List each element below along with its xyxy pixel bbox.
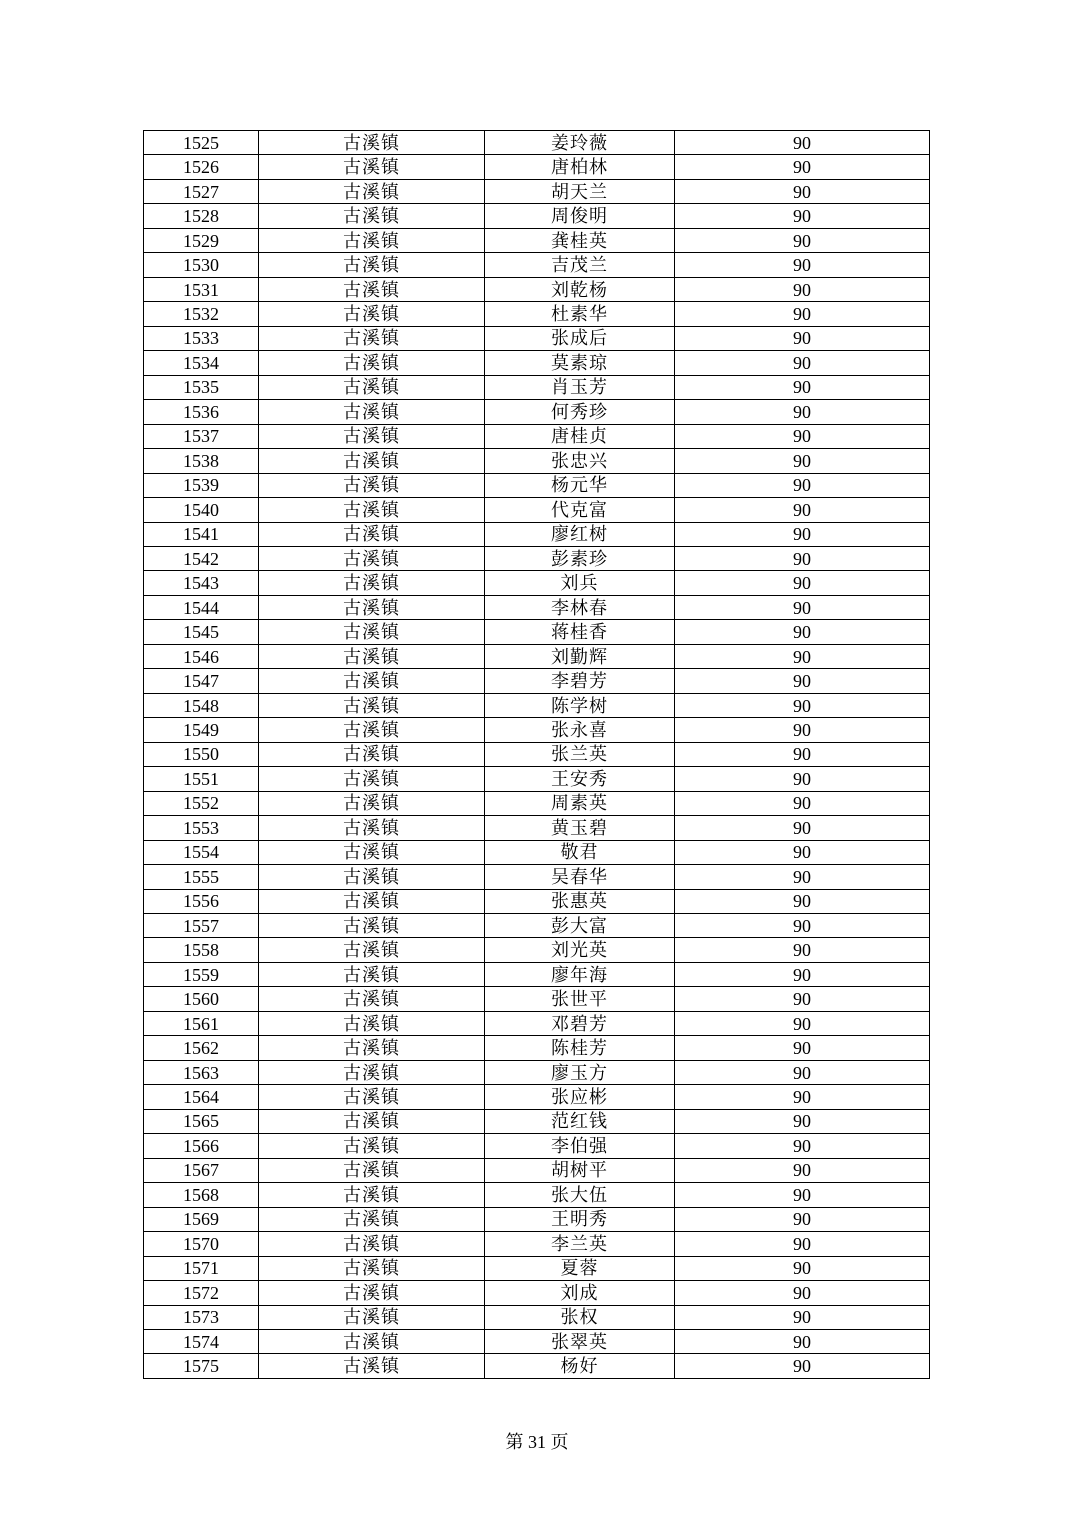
cell-town: 古溪镇: [259, 1036, 485, 1060]
cell-town: 古溪镇: [259, 1256, 485, 1280]
cell-name: 刘光英: [485, 938, 675, 962]
cell-index: 1542: [144, 546, 259, 570]
cell-name: 张兰英: [485, 742, 675, 766]
cell-index: 1563: [144, 1060, 259, 1084]
cell-score: 90: [675, 620, 930, 644]
cell-index: 1534: [144, 351, 259, 375]
table-row: [144, 1232, 930, 1256]
table-row: [144, 326, 930, 350]
cell-town: 古溪镇: [259, 302, 485, 326]
table-row: [144, 1207, 930, 1231]
cell-town: 古溪镇: [259, 351, 485, 375]
cell-name: 刘成: [485, 1281, 675, 1305]
cell-name: 肖玉芳: [485, 375, 675, 399]
cell-score: 90: [675, 1085, 930, 1109]
cell-index: 1565: [144, 1109, 259, 1133]
cell-score: 90: [675, 1354, 930, 1378]
table-row: [144, 1281, 930, 1305]
cell-index: 1557: [144, 914, 259, 938]
cell-town: 古溪镇: [259, 228, 485, 252]
cell-town: 古溪镇: [259, 767, 485, 791]
cell-town: 古溪镇: [259, 914, 485, 938]
cell-name: 敬君: [485, 840, 675, 864]
cell-name: 陈学树: [485, 693, 675, 717]
table-row: [144, 962, 930, 986]
cell-index: 1561: [144, 1011, 259, 1035]
cell-index: 1550: [144, 742, 259, 766]
cell-town: 古溪镇: [259, 1060, 485, 1084]
table-row: [144, 204, 930, 228]
cell-index: 1573: [144, 1305, 259, 1329]
cell-town: 古溪镇: [259, 1134, 485, 1158]
table-row: [144, 1183, 930, 1207]
cell-name: 刘兵: [485, 571, 675, 595]
cell-name: 王明秀: [485, 1207, 675, 1231]
cell-score: 90: [675, 791, 930, 815]
cell-name: 廖年海: [485, 962, 675, 986]
cell-town: 古溪镇: [259, 1158, 485, 1182]
cell-town: 古溪镇: [259, 816, 485, 840]
cell-town: 古溪镇: [259, 546, 485, 570]
cell-name: 张忠兴: [485, 449, 675, 473]
cell-score: 90: [675, 742, 930, 766]
table-row: [144, 424, 930, 448]
cell-town: 古溪镇: [259, 718, 485, 742]
cell-score: 90: [675, 1011, 930, 1035]
cell-town: 古溪镇: [259, 131, 485, 155]
table-row: [144, 693, 930, 717]
cell-index: 1532: [144, 302, 259, 326]
table-row: [144, 1158, 930, 1182]
cell-name: 张大伍: [485, 1183, 675, 1207]
cell-town: 古溪镇: [259, 253, 485, 277]
cell-index: 1564: [144, 1085, 259, 1109]
cell-name: 刘勤辉: [485, 644, 675, 668]
cell-score: 90: [675, 962, 930, 986]
cell-score: 90: [675, 1207, 930, 1231]
cell-index: 1539: [144, 473, 259, 497]
page-number-footer: 第 31 页: [505, 1432, 569, 1452]
table-row: [144, 1109, 930, 1133]
cell-name: 何秀珍: [485, 400, 675, 424]
cell-index: 1558: [144, 938, 259, 962]
table-row: [144, 987, 930, 1011]
cell-name: 李兰英: [485, 1232, 675, 1256]
cell-index: 1538: [144, 449, 259, 473]
table-row: [144, 595, 930, 619]
cell-name: 杜素华: [485, 302, 675, 326]
cell-index: 1575: [144, 1354, 259, 1378]
cell-index: 1536: [144, 400, 259, 424]
cell-name: 李伯强: [485, 1134, 675, 1158]
cell-score: 90: [675, 644, 930, 668]
cell-score: 90: [675, 1109, 930, 1133]
cell-town: 古溪镇: [259, 375, 485, 399]
table-row: [144, 253, 930, 277]
cell-index: 1548: [144, 693, 259, 717]
cell-name: 张权: [485, 1305, 675, 1329]
cell-index: 1552: [144, 791, 259, 815]
cell-index: 1562: [144, 1036, 259, 1060]
cell-name: 张世平: [485, 987, 675, 1011]
cell-town: 古溪镇: [259, 179, 485, 203]
cell-score: 90: [675, 595, 930, 619]
table-row: [144, 400, 930, 424]
cell-score: 90: [675, 718, 930, 742]
cell-index: 1527: [144, 179, 259, 203]
cell-score: 90: [675, 1329, 930, 1353]
cell-index: 1543: [144, 571, 259, 595]
table-row: [144, 742, 930, 766]
cell-index: 1560: [144, 987, 259, 1011]
cell-name: 吴春华: [485, 865, 675, 889]
table-row: [144, 498, 930, 522]
cell-index: 1547: [144, 669, 259, 693]
table-row: [144, 131, 930, 155]
cell-town: 古溪镇: [259, 449, 485, 473]
cell-score: 90: [675, 1183, 930, 1207]
cell-score: 90: [675, 767, 930, 791]
cell-score: 90: [675, 155, 930, 179]
data-table: [143, 130, 930, 1379]
cell-name: 唐桂贞: [485, 424, 675, 448]
cell-name: 刘乾杨: [485, 277, 675, 301]
cell-score: 90: [675, 1060, 930, 1084]
cell-score: 90: [675, 865, 930, 889]
cell-town: 古溪镇: [259, 1207, 485, 1231]
cell-name: 周素英: [485, 791, 675, 815]
cell-score: 90: [675, 179, 930, 203]
cell-score: 90: [675, 816, 930, 840]
cell-score: 90: [675, 1158, 930, 1182]
cell-town: 古溪镇: [259, 791, 485, 815]
cell-score: 90: [675, 1281, 930, 1305]
cell-name: 李林春: [485, 595, 675, 619]
cell-town: 古溪镇: [259, 962, 485, 986]
cell-score: 90: [675, 840, 930, 864]
table-row: [144, 449, 930, 473]
cell-index: 1525: [144, 131, 259, 155]
table-row: [144, 620, 930, 644]
table-row: [144, 1085, 930, 1109]
table-row: [144, 522, 930, 546]
cell-name: 杨元华: [485, 473, 675, 497]
table-row: [144, 816, 930, 840]
cell-index: 1553: [144, 816, 259, 840]
cell-name: 胡树平: [485, 1158, 675, 1182]
table-row: [144, 351, 930, 375]
cell-name: 胡天兰: [485, 179, 675, 203]
table-row: [144, 302, 930, 326]
cell-town: 古溪镇: [259, 938, 485, 962]
cell-score: 90: [675, 1036, 930, 1060]
cell-index: 1569: [144, 1207, 259, 1231]
cell-town: 古溪镇: [259, 1305, 485, 1329]
cell-town: 古溪镇: [259, 277, 485, 301]
cell-town: 古溪镇: [259, 400, 485, 424]
cell-index: 1545: [144, 620, 259, 644]
cell-score: 90: [675, 424, 930, 448]
table-row: [144, 1256, 930, 1280]
cell-town: 古溪镇: [259, 1085, 485, 1109]
cell-score: 90: [675, 938, 930, 962]
cell-score: 90: [675, 253, 930, 277]
table-row: [144, 914, 930, 938]
cell-index: 1544: [144, 595, 259, 619]
table-row: [144, 1134, 930, 1158]
cell-score: 90: [675, 326, 930, 350]
cell-index: 1568: [144, 1183, 259, 1207]
cell-score: 90: [675, 302, 930, 326]
table-row: [144, 840, 930, 864]
cell-score: 90: [675, 498, 930, 522]
cell-town: 古溪镇: [259, 473, 485, 497]
table-row: [144, 865, 930, 889]
cell-score: 90: [675, 473, 930, 497]
cell-index: 1554: [144, 840, 259, 864]
cell-town: 古溪镇: [259, 204, 485, 228]
table-row: [144, 179, 930, 203]
cell-score: 90: [675, 1305, 930, 1329]
cell-index: 1555: [144, 865, 259, 889]
cell-town: 古溪镇: [259, 742, 485, 766]
cell-score: 90: [675, 693, 930, 717]
cell-town: 古溪镇: [259, 693, 485, 717]
cell-name: 邓碧芳: [485, 1011, 675, 1035]
cell-index: 1559: [144, 962, 259, 986]
cell-index: 1566: [144, 1134, 259, 1158]
cell-index: 1541: [144, 522, 259, 546]
cell-name: 蒋桂香: [485, 620, 675, 644]
cell-name: 廖玉方: [485, 1060, 675, 1084]
cell-name: 彭素珍: [485, 546, 675, 570]
cell-town: 古溪镇: [259, 1109, 485, 1133]
cell-index: 1570: [144, 1232, 259, 1256]
cell-index: 1529: [144, 228, 259, 252]
cell-town: 古溪镇: [259, 522, 485, 546]
table-row: [144, 228, 930, 252]
table-row: [144, 155, 930, 179]
cell-index: 1540: [144, 498, 259, 522]
table-row: [144, 669, 930, 693]
cell-name: 杨好: [485, 1354, 675, 1378]
cell-index: 1571: [144, 1256, 259, 1280]
cell-name: 王安秀: [485, 767, 675, 791]
cell-score: 90: [675, 400, 930, 424]
cell-name: 夏蓉: [485, 1256, 675, 1280]
cell-name: 黄玉碧: [485, 816, 675, 840]
cell-name: 张永喜: [485, 718, 675, 742]
cell-name: 张翠英: [485, 1329, 675, 1353]
table-row: [144, 889, 930, 913]
cell-index: 1546: [144, 644, 259, 668]
cell-score: 90: [675, 228, 930, 252]
cell-index: 1535: [144, 375, 259, 399]
cell-town: 古溪镇: [259, 1011, 485, 1035]
cell-town: 古溪镇: [259, 1281, 485, 1305]
cell-name: 代克富: [485, 498, 675, 522]
cell-score: 90: [675, 375, 930, 399]
cell-score: 90: [675, 277, 930, 301]
table-row: [144, 375, 930, 399]
table-row: [144, 473, 930, 497]
table-row: [144, 546, 930, 570]
cell-town: 古溪镇: [259, 620, 485, 644]
table-row: [144, 277, 930, 301]
table-row: [144, 767, 930, 791]
cell-score: 90: [675, 131, 930, 155]
cell-index: 1551: [144, 767, 259, 791]
cell-name: 张成后: [485, 326, 675, 350]
cell-score: 90: [675, 351, 930, 375]
cell-score: 90: [675, 1134, 930, 1158]
cell-score: 90: [675, 1232, 930, 1256]
cell-index: 1549: [144, 718, 259, 742]
table-row: [144, 718, 930, 742]
cell-name: 陈桂芳: [485, 1036, 675, 1060]
cell-index: 1537: [144, 424, 259, 448]
cell-town: 古溪镇: [259, 326, 485, 350]
cell-town: 古溪镇: [259, 1232, 485, 1256]
cell-score: 90: [675, 1256, 930, 1280]
cell-index: 1526: [144, 155, 259, 179]
table-row: [144, 1305, 930, 1329]
cell-score: 90: [675, 522, 930, 546]
cell-town: 古溪镇: [259, 1329, 485, 1353]
table-body: [144, 131, 930, 1379]
cell-name: 唐柏林: [485, 155, 675, 179]
cell-name: 张惠英: [485, 889, 675, 913]
cell-town: 古溪镇: [259, 155, 485, 179]
cell-index: 1530: [144, 253, 259, 277]
cell-name: 张应彬: [485, 1085, 675, 1109]
cell-name: 李碧芳: [485, 669, 675, 693]
cell-score: 90: [675, 987, 930, 1011]
cell-name: 姜玲薇: [485, 131, 675, 155]
cell-score: 90: [675, 669, 930, 693]
cell-town: 古溪镇: [259, 669, 485, 693]
cell-town: 古溪镇: [259, 644, 485, 668]
cell-town: 古溪镇: [259, 987, 485, 1011]
cell-score: 90: [675, 546, 930, 570]
cell-name: 龚桂英: [485, 228, 675, 252]
cell-index: 1528: [144, 204, 259, 228]
table-row: [144, 1329, 930, 1353]
cell-score: 90: [675, 449, 930, 473]
table-row: [144, 1036, 930, 1060]
cell-score: 90: [675, 889, 930, 913]
cell-town: 古溪镇: [259, 571, 485, 595]
cell-town: 古溪镇: [259, 865, 485, 889]
cell-town: 古溪镇: [259, 1183, 485, 1207]
cell-index: 1531: [144, 277, 259, 301]
table-row: [144, 1060, 930, 1084]
table-row: [144, 571, 930, 595]
cell-town: 古溪镇: [259, 889, 485, 913]
table-row: [144, 1011, 930, 1035]
cell-name: 周俊明: [485, 204, 675, 228]
cell-index: 1533: [144, 326, 259, 350]
cell-name: 吉茂兰: [485, 253, 675, 277]
cell-index: 1572: [144, 1281, 259, 1305]
table-row: [144, 938, 930, 962]
cell-name: 莫素琼: [485, 351, 675, 375]
table-row: [144, 791, 930, 815]
table-row: [144, 1354, 930, 1378]
cell-index: 1567: [144, 1158, 259, 1182]
cell-score: 90: [675, 571, 930, 595]
cell-town: 古溪镇: [259, 424, 485, 448]
cell-index: 1574: [144, 1329, 259, 1353]
cell-name: 廖红树: [485, 522, 675, 546]
table-row: [144, 644, 930, 668]
cell-town: 古溪镇: [259, 595, 485, 619]
cell-score: 90: [675, 204, 930, 228]
cell-town: 古溪镇: [259, 1354, 485, 1378]
cell-name: 彭大富: [485, 914, 675, 938]
cell-index: 1556: [144, 889, 259, 913]
cell-score: 90: [675, 914, 930, 938]
cell-town: 古溪镇: [259, 840, 485, 864]
cell-town: 古溪镇: [259, 498, 485, 522]
cell-name: 范红钱: [485, 1109, 675, 1133]
